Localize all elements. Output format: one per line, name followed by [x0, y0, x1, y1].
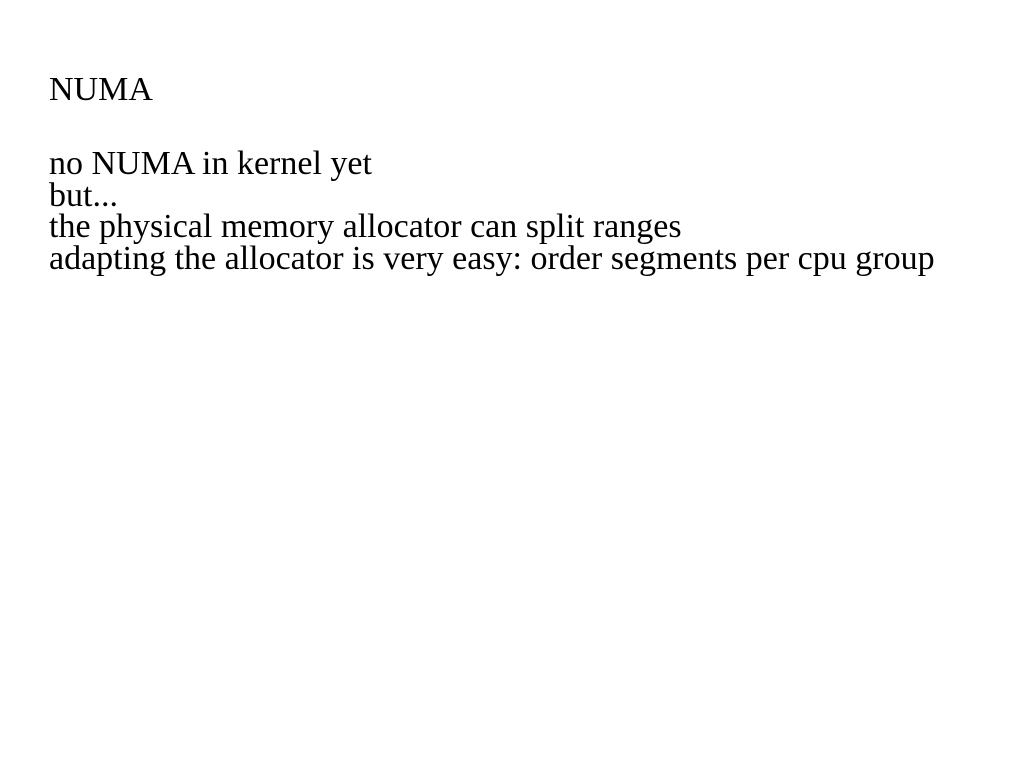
- slide-body-line: the physical memory allocator can split ranges: [49, 208, 682, 245]
- slide-body-line: adapting the allocator is very easy: order segments per cpu group: [49, 239, 935, 277]
- slide-body-line: but...: [49, 176, 118, 214]
- slide-body-line: no NUMA in kernel yet: [49, 145, 372, 182]
- slide-title: NUMA: [49, 71, 153, 108]
- slide-body: [49, 145, 935, 277]
